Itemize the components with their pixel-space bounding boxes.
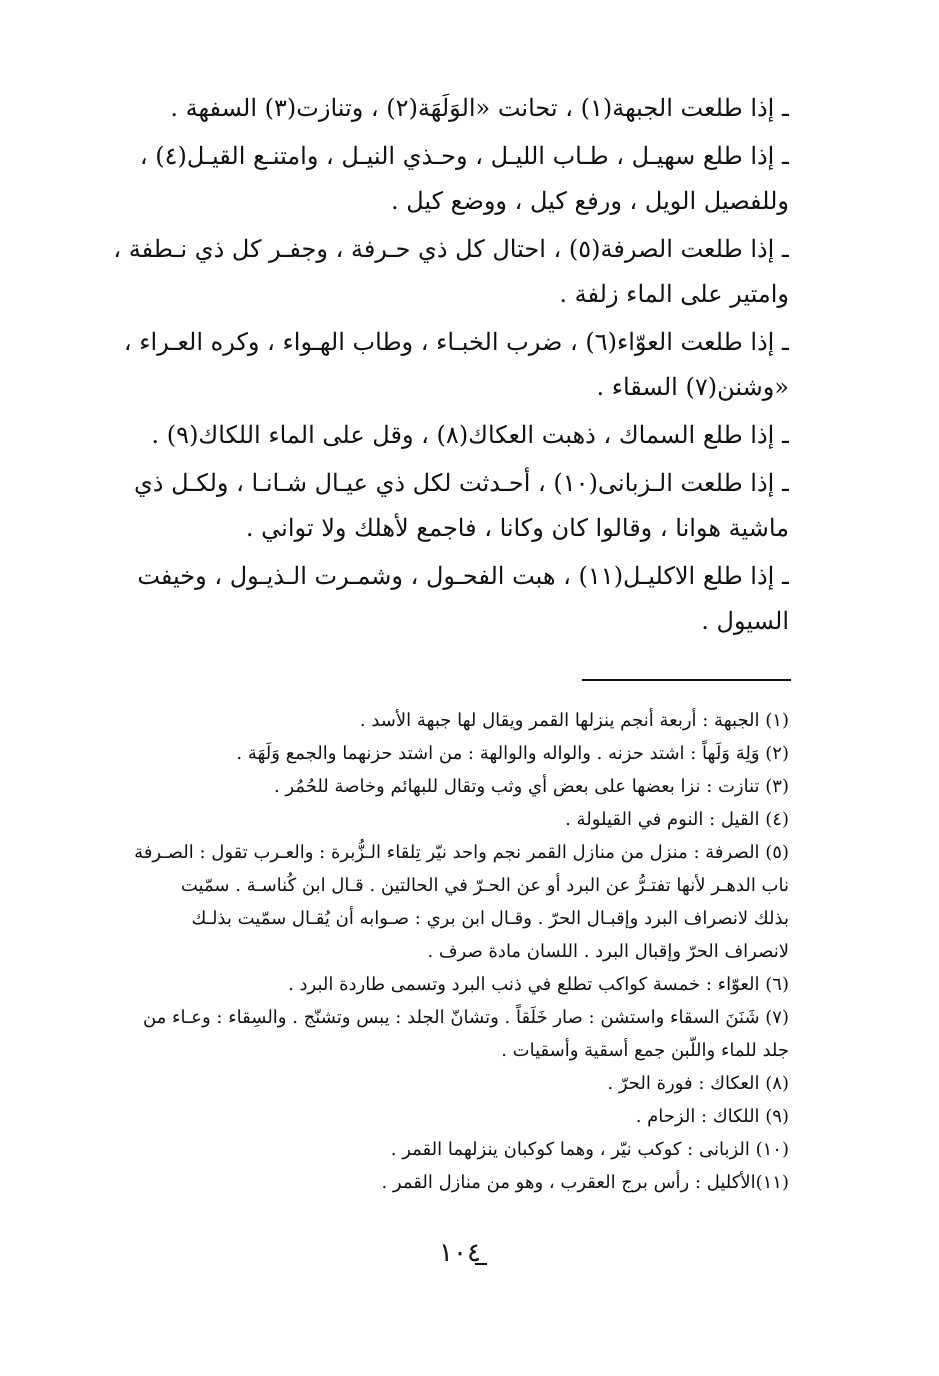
footnote-line: (٩) اللكاك : الزحام .	[635, 1106, 789, 1127]
paragraph-line: السيول .	[701, 607, 789, 635]
footnote	[92, 770, 789, 803]
footnote-line: (٥) الصرفة : منزل من منازل القمر نجم واحد نيّر تِلقاء الـزُّبرة : والعـرب تقول : الصـرفة	[134, 842, 789, 863]
footnote	[92, 836, 789, 968]
paragraph	[92, 227, 789, 317]
paragraph	[92, 86, 789, 131]
footnote	[92, 1100, 789, 1133]
paragraph-line: ماشية هوانا ، وقالوا كان وكانا ، فاجمع لأهلك ولا تواني .	[245, 514, 789, 542]
footnote-line: بذلك لانصراف البرد وإقبـال الحرّ . وقـال ابن بري : صـوابه أن يُقـال سمّيت بذلـك	[191, 908, 789, 929]
footnote	[92, 1133, 789, 1166]
paragraph-line: ـ إذا طلعت الصرفة(٥) ، احتال كل ذي حـرفة ، وجفـر كل ذي نـطفة ،	[113, 235, 789, 263]
paragraph-line: ـ إذا طلعت الجبهة(١) ، تحانت «الوَلَهَة(٢) ، وتنازت(٣) السفهة .	[170, 94, 789, 122]
paragraph	[92, 320, 789, 410]
paragraph-line: ـ إذا طلعت الـزبانى(١٠) ، أحـدثت لكل ذي عيـال شـانـا ، ولكـل ذي	[134, 469, 789, 497]
paragraph	[92, 554, 789, 644]
paragraph-line: ـ إذا طلعت العوّاء(٦) ، ضرب الخبـاء ، وطاب الهـواء ، وكره العـراء ،	[123, 328, 789, 356]
footnote	[92, 1067, 789, 1100]
footnote-line: (٦) العوّاء : خمسة كواكب تطلع في ذنب البرد وتسمى طاردة البرد .	[288, 974, 789, 995]
paragraph-line: ـ إذا طلع سهيـل ، طـاب الليـل ، وحـذي النيـل ، وامتنـع القيـل(٤) ،	[139, 142, 789, 170]
page-number-dash	[475, 1263, 487, 1265]
paragraph-line: وامتير على الماء زلفة .	[559, 280, 789, 308]
footnote	[92, 704, 789, 737]
footnote-line: (٢) وَلِهَ وَلَهاً : اشتد حزنه . والواله والوالهة : من اشتد حزنهما والجمع وَلَهَة .	[236, 743, 789, 764]
footnote-line: جلد للماء واللّبن جمع أسقية وأسقيات .	[501, 1040, 789, 1061]
footnote-separator	[582, 679, 791, 681]
footnote	[92, 1166, 789, 1199]
paragraph	[92, 461, 789, 551]
paragraph-line: وللفصيل الويل ، ورفع كيل ، ووضع كيل .	[390, 187, 789, 215]
main-text	[92, 86, 789, 647]
footnote-line: (٧) شَنَنَ السقاء واستشن : صار خَلَقاً . وتشانّ الجلد : يبس وتشنّج . والسِقاء : وعـاء من	[142, 1007, 789, 1028]
footnotes	[92, 704, 789, 1199]
paragraph-line: ـ إذا طلع السماك ، ذهبت العكاك(٨) ، وقل على الماء اللكاك(٩) .	[151, 421, 789, 449]
footnote-line: لانصراف الحرّ وإقبال البرد . اللسان مادة صرف .	[427, 941, 789, 962]
paragraph	[92, 413, 789, 458]
footnote-line: (٤) القيل : النوم في القيلولة .	[565, 809, 789, 830]
footnote	[92, 1001, 789, 1067]
paragraph-line: ـ إذا طلع الاكليـل(١١) ، هبت الفحـول ، وشمـرت الـذيـول ، وخيفت	[137, 562, 789, 590]
footnote-line: (٣) تنازت : نزا بعضها على بعض أي وثب وتقال للبهائم وخاصة للحُمُر .	[273, 776, 789, 797]
footnote-line: ناب الدهـر لأنها تفتـرُّ عن البرد أو عن الحـرّ في الحالتين . قـال ابن كُناسـة . سمّيت	[180, 875, 789, 896]
paragraph	[92, 134, 789, 224]
footnote	[92, 803, 789, 836]
page-number: ١٠٤	[439, 1238, 481, 1268]
footnote-line: (١٠) الزبانى : كوكب نيّر ، وهما كوكبان ينزلهما القمر .	[390, 1139, 789, 1160]
paragraph-line: «وشنن(٧) السقاء .	[596, 373, 789, 401]
footnote-line: (١) الجبهة : أربعة أنجم ينزلها القمر ويقال لها جبهة الأسد .	[359, 710, 789, 731]
footnote-line: (٨) العكاك : فورة الحرّ .	[607, 1073, 789, 1094]
footnote	[92, 737, 789, 770]
footnote-line: (١١)الأكليل : رأس برج العقرب ، وهو من منازل القمر .	[381, 1172, 789, 1193]
footnote	[92, 968, 789, 1001]
